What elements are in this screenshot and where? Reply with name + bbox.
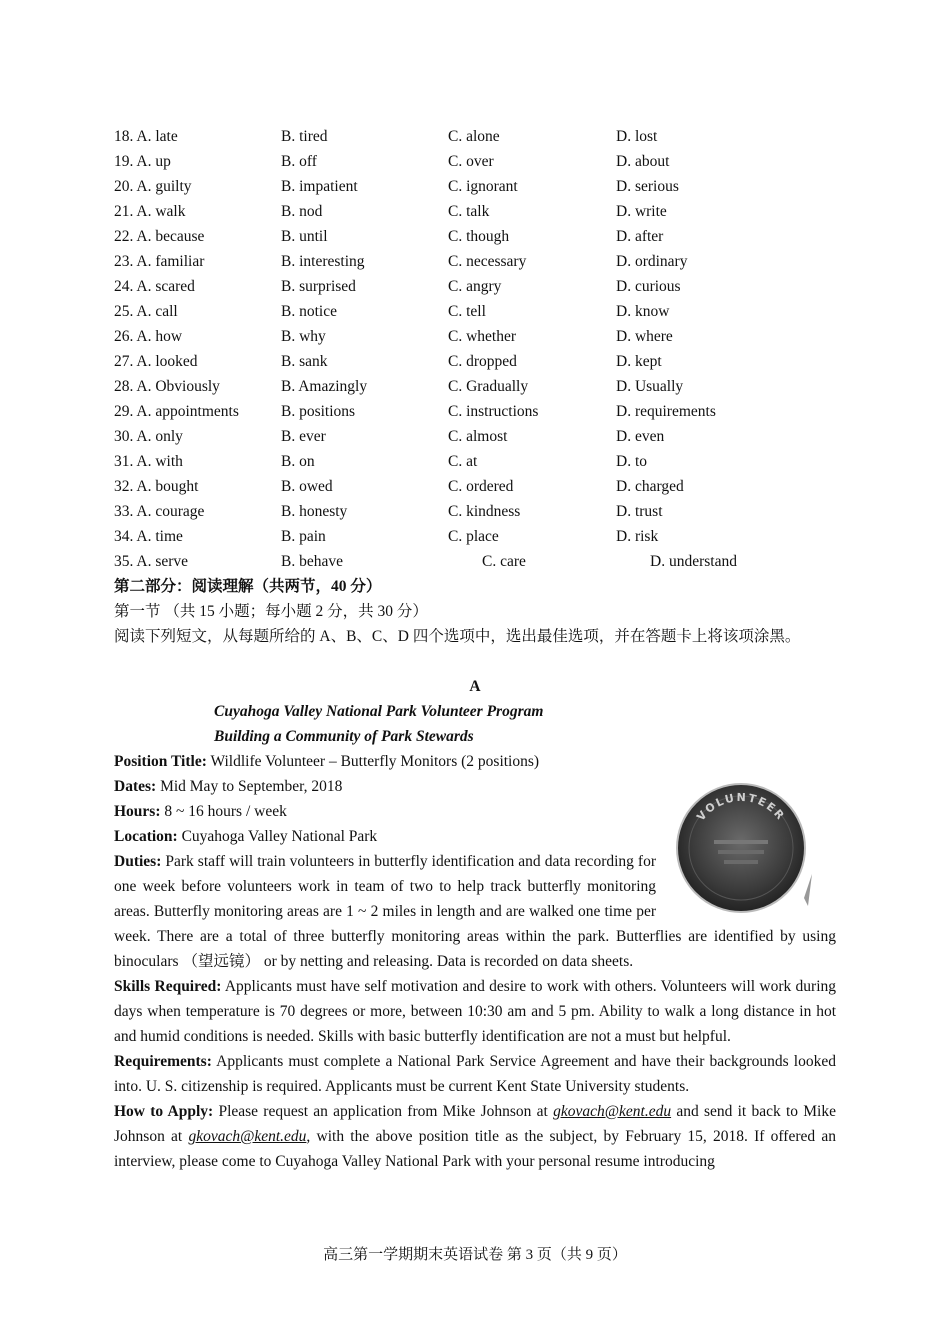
question-row (114, 324, 836, 349)
passage-title: Cuyahoga Valley National Park Volunteer Program (214, 703, 544, 720)
question-row (114, 249, 836, 274)
question-row (114, 399, 836, 424)
question-number-option-a: 19. A. up (114, 153, 171, 170)
option-d: D. risk (616, 528, 659, 545)
question-row (114, 374, 836, 399)
option-c: C. kindness (448, 503, 521, 520)
part2-title: 第二部分：阅读理解（共两节，40 分） (114, 578, 382, 595)
option-b: B. behave (281, 553, 343, 570)
hours-value: 8 ~ 16 hours / week (160, 803, 287, 820)
question-number-option-a: 27. A. looked (114, 353, 198, 370)
question-number-option-a: 32. A. bought (114, 478, 199, 495)
option-c: C. tell (448, 303, 486, 320)
option-c: C. talk (448, 203, 490, 220)
position-label: Position Title: (114, 753, 207, 770)
option-b: B. positions (281, 403, 356, 420)
question-number-option-a: 34. A. time (114, 528, 183, 545)
section1-title: 第一节 （共 15 小题；每小题 2 分，共 30 分） (114, 603, 428, 620)
option-d: D. about (616, 153, 670, 170)
question-number-option-a: 31. A. with (114, 453, 183, 470)
volunteer-badge-icon (666, 778, 816, 918)
option-c: C. ordered (448, 478, 514, 495)
passage-subtitle: Building a Community of Park Stewards (214, 728, 474, 745)
option-c: C. angry (448, 278, 502, 295)
question-row (114, 449, 836, 474)
question-row (114, 199, 836, 224)
passage-letter: A (469, 678, 481, 695)
question-row (114, 474, 836, 499)
dates-label: Dates: (114, 778, 157, 795)
question-row (114, 224, 836, 249)
apply-label: How to Apply: (114, 1103, 214, 1120)
question-number-option-a: 20. A. guilty (114, 178, 192, 195)
option-d: D. after (616, 228, 664, 245)
position-value: Wildlife Volunteer – Butterfly Monitors (2 positions) (206, 753, 540, 770)
option-b: B. sank (281, 353, 328, 370)
reading-instruction: 阅读下列短文，从每题所给的 A、B、C、D 四个选项中，选出最佳选项，并在答题卡上将该项涂黑。 (114, 628, 801, 645)
option-b: B. until (281, 228, 328, 245)
question-row (114, 274, 836, 299)
option-d: D. trust (616, 503, 663, 520)
option-b: B. Amazingly (281, 378, 368, 395)
option-c: C. alone (448, 128, 500, 145)
option-d: D. where (616, 328, 673, 345)
option-c: C. whether (448, 328, 517, 345)
position-line (114, 749, 836, 774)
option-b: B. nod (281, 203, 323, 220)
question-number-option-a: 35. A. serve (114, 553, 189, 570)
question-number-option-a: 18. A. late (114, 128, 178, 145)
question-number-option-a: 29. A. appointments (114, 403, 239, 420)
question-number-option-a: 30. A. only (114, 428, 183, 445)
apply-text-2: and send it back to Mike Johnson at (114, 1103, 836, 1145)
question-number-option-a: 23. A. familiar (114, 253, 205, 270)
option-b: B. impatient (281, 178, 358, 195)
option-b: B. why (281, 328, 326, 345)
question-row (114, 299, 836, 324)
apply-paragraph (114, 1099, 836, 1174)
option-d: D. curious (616, 278, 681, 295)
question-row (114, 349, 836, 374)
option-c: C. over (448, 153, 494, 170)
option-b: B. surprised (281, 278, 356, 295)
option-d: D. even (616, 428, 665, 445)
option-d: D. ordinary (616, 253, 688, 270)
option-c: C. Gradually (448, 378, 529, 395)
option-d: D. charged (616, 478, 684, 495)
option-d: D. write (616, 203, 667, 220)
option-b: B. off (281, 153, 317, 170)
skills-label: Skills Required: (114, 978, 222, 995)
email-link[interactable]: gkovach@kent.edu (188, 1128, 307, 1145)
dates-value: Mid May to September, 2018 (156, 778, 343, 795)
question-row (114, 499, 836, 524)
skills-text: Applicants must have self motivation and desire to work with others. Volunteers will work during days when temperature is 70 degrees or more, between 10:30 am and 5 pm. Ability to walk a long distance in hot and humid conditions is needed. Skills with basic butterfly identification are not a must but helpful. (114, 978, 836, 1045)
requirements-text: Applicants must complete a National Park Service Agreement and have their backgrounds looked into. U. S. citizenship is required. Applicants must be current Kent State University students. (114, 1053, 836, 1095)
question-row (114, 549, 836, 574)
volunteer-logo (666, 774, 836, 914)
option-d: D. lost (616, 128, 658, 145)
question-row (114, 174, 836, 199)
option-d: D. know (616, 303, 670, 320)
logo-text: VOLUNTEER (694, 790, 788, 824)
option-b: B. on (281, 453, 315, 470)
option-c: C. at (448, 453, 478, 470)
option-b: B. interesting (281, 253, 365, 270)
option-d: D. kept (616, 353, 662, 370)
question-number-option-a: 25. A. call (114, 303, 178, 320)
option-c: C. instructions (448, 403, 539, 420)
requirements-paragraph (114, 1049, 836, 1099)
question-number-option-a: 22. A. because (114, 228, 205, 245)
location-label: Location: (114, 828, 178, 845)
option-c: C. necessary (448, 253, 527, 270)
question-number-option-a: 24. A. scared (114, 278, 195, 295)
question-row (114, 149, 836, 174)
requirements-label: Requirements: (114, 1053, 212, 1070)
question-row (114, 424, 836, 449)
apply-text-1: Please request an application from Mike Johnson at (213, 1103, 554, 1120)
location-value: Cuyahoga Valley National Park (177, 828, 378, 845)
apply-text-3: , with the above position title as the subject, by February 15, 2018. If offered an interview, please come to Cuyahoga Valley National Park with your personal resume introducing (114, 1128, 836, 1170)
page-footer: 高三第一学期期末英语试卷 第 3 页（共 9 页） (323, 1247, 627, 1263)
page-content (114, 124, 836, 1174)
option-c: C. though (448, 228, 510, 245)
hours-label: Hours: (114, 803, 161, 820)
duties-text: Park staff will train volunteers in butterfly identification and data recording for one week before volunteers work in team of two to help track butterfly monitoring areas. Butterfly monitoring areas are 1 ~ 2 miles in length and are walked one time per week. There are a total of three butterfly monitoring areas within the park. Butterflies are identified by using binoculars （望远镜） or by netting and releasing. Data is recorded on data sheets. (114, 853, 836, 970)
question-number-option-a: 26. A. how (114, 328, 183, 345)
question-row (114, 124, 836, 149)
option-b: B. pain (281, 528, 326, 545)
option-b: B. notice (281, 303, 337, 320)
option-c: C. place (448, 528, 499, 545)
skills-paragraph (114, 974, 836, 1049)
option-d: D. requirements (616, 403, 716, 420)
option-d: D. Usually (616, 378, 684, 395)
duties-label: Duties: (114, 853, 162, 870)
option-d: D. understand (650, 553, 737, 570)
question-number-option-a: 28. A. Obviously (114, 378, 220, 395)
option-c: C. almost (448, 428, 508, 445)
option-d: D. serious (616, 178, 679, 195)
question-number-option-a: 21. A. walk (114, 203, 186, 220)
email-link[interactable]: gkovach@kent.edu (553, 1103, 672, 1120)
question-row (114, 524, 836, 549)
option-c: C. care (482, 553, 526, 570)
option-c: C. ignorant (448, 178, 518, 195)
option-b: B. ever (281, 428, 326, 445)
option-b: B. honesty (281, 503, 348, 520)
option-b: B. tired (281, 128, 328, 145)
question-options-list (114, 124, 836, 574)
option-c: C. dropped (448, 353, 517, 370)
option-d: D. to (616, 453, 647, 470)
question-number-option-a: 33. A. courage (114, 503, 205, 520)
option-b: B. owed (281, 478, 333, 495)
